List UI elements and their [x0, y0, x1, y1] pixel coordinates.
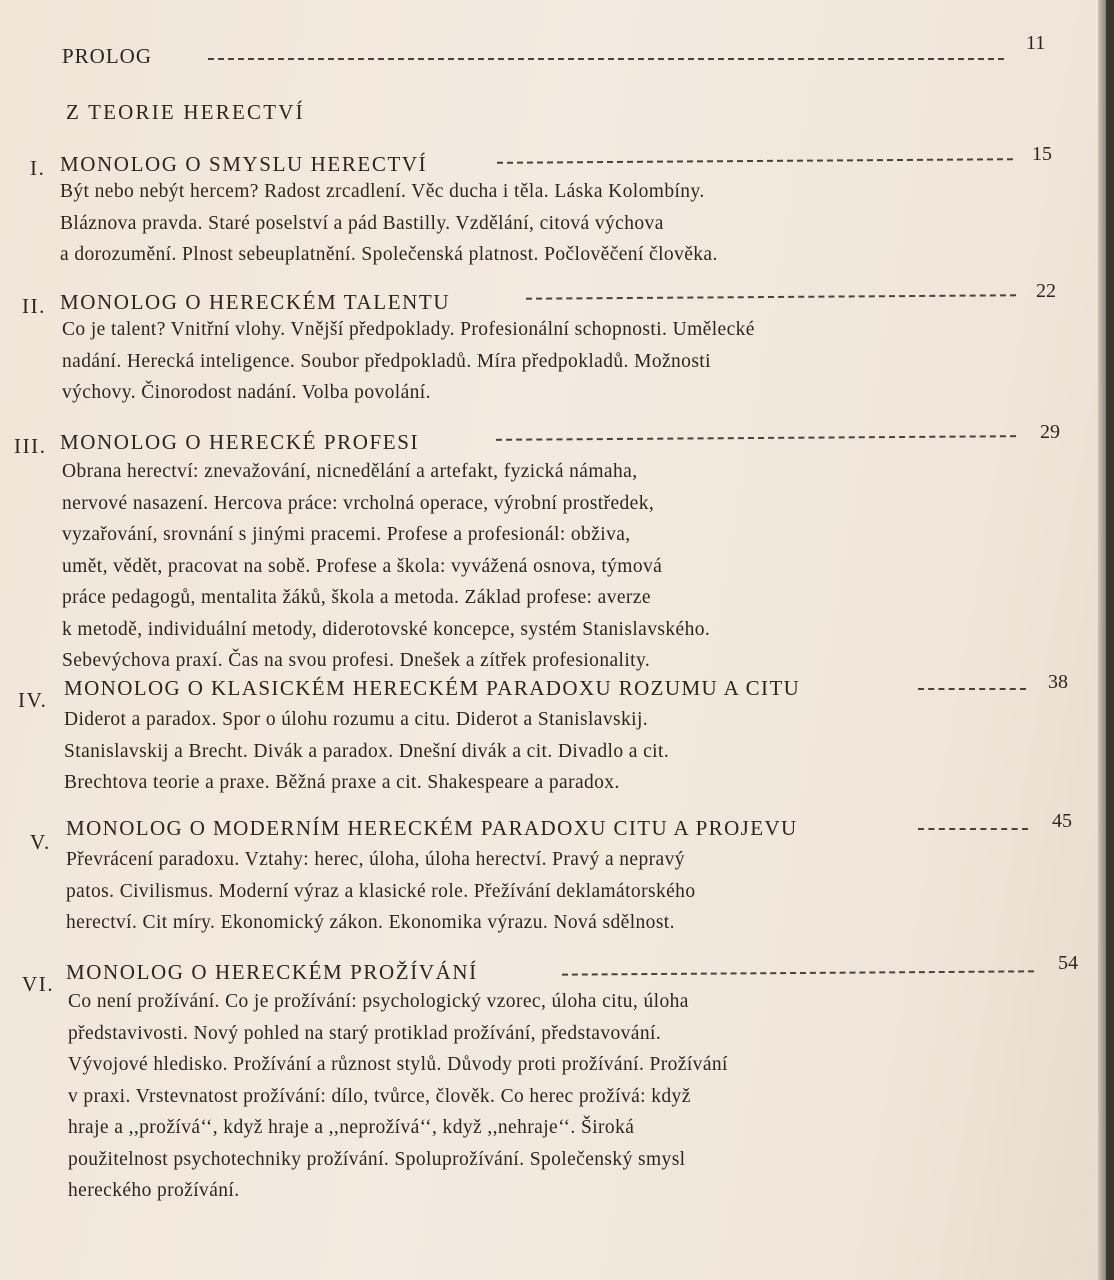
chapter-description: [68, 986, 728, 1207]
leader-dots: [496, 435, 1016, 441]
chapter-numeral: II.: [22, 294, 47, 318]
description-line: Sebevýchova praxí. Čas na svou profesi. Dnešek a zítřek profesionality.: [62, 650, 651, 671]
description-line: hereckého prožívání.: [68, 1180, 240, 1201]
chapter-page: 29: [1040, 421, 1060, 443]
chapter-title: MONOLOG O HERECKÉM PROŽÍVÁNÍ: [66, 960, 478, 984]
chapter-page: 45: [1052, 810, 1072, 832]
chapter-page: 15: [1032, 143, 1052, 165]
description-line: práce pedagogů, mentalita žáků, škola a metoda. Základ profese: averze: [62, 587, 651, 608]
description-line: Co není prožívání. Co je prožívání: psychologický vzorec, úloha citu, úloha: [68, 991, 689, 1012]
chapter-title: MONOLOG O SMYSLU HERECTVÍ: [60, 152, 428, 176]
chapter-numeral: V.: [30, 830, 51, 854]
description-line: Co je talent? Vnitřní vlohy. Vnější předpoklady. Profesionální schopnosti. Umělecké: [62, 319, 755, 340]
chapter-description: [62, 314, 755, 409]
description-line: Brechtova teorie a praxe. Běžná praxe a cit. Shakespeare a paradox.: [64, 772, 620, 793]
chapter-title: MONOLOG O KLASICKÉM HERECKÉM PARADOXU ROZUMU A CITU: [64, 676, 801, 700]
leader-dots: [562, 970, 1034, 975]
description-line: herectví. Cit míry. Ekonomický zákon. Ekonomika výrazu. Nová sdělnost.: [66, 912, 675, 933]
description-line: představivosti. Nový pohled na starý protiklad prožívání, představování.: [68, 1022, 662, 1044]
chapter-page: 38: [1048, 671, 1068, 693]
description-line: nervové nasazení. Hercova práce: vrcholná operace, výrobní prostředek,: [62, 492, 655, 514]
description-line: Vývojové hledisko. Prožívání a různost stylů. Důvody proti prožívání. Prožívání: [68, 1054, 728, 1075]
description-line: nadání. Herecká inteligence. Soubor předpokladů. Míra předpokladů. Možnosti: [62, 350, 711, 372]
chapter-title: MONOLOG O MODERNÍM HERECKÉM PARADOXU CITU A PROJEVU: [66, 816, 798, 840]
description-line: Diderot a paradox. Spor o úlohu rozumu a citu. Diderot a Stanislavskij.: [64, 709, 649, 730]
chapter-numeral: VI.: [22, 972, 55, 996]
description-line: v praxi. Vrstevnatost prožívání: dílo, tvůrce, člověk. Co herec prožívá: když: [68, 1085, 691, 1107]
description-line: Stanislavskij a Brecht. Divák a paradox. Dnešní divák a cit. Divadlo a cit.: [64, 740, 670, 762]
description-line: výchovy. Činorodost nadání. Volba povolání.: [62, 382, 431, 403]
description-line: použitelnost psychotechniky prožívání. Spoluprožívání. Společenský smysl: [68, 1148, 686, 1170]
chapter-description: [64, 704, 669, 799]
chapter-title: MONOLOG O HERECKÉ PROFESI: [60, 430, 420, 454]
leader-dots: [918, 828, 1028, 830]
chapter-numeral: I.: [30, 156, 46, 180]
leader-dots: [497, 158, 1013, 164]
description-line: umět, vědět, pracovat na sobě. Profese a škola: vyvážená osnova, týmová: [62, 555, 663, 577]
chapter-numeral: III.: [14, 434, 47, 458]
chapter-description: [62, 456, 710, 677]
chapter-title: MONOLOG O HERECKÉM TALENTU: [60, 290, 451, 314]
chapter-description: [66, 844, 695, 939]
description-line: a dorozumění. Plnost sebeuplatnění. Společenská platnost. Počlověčení člověka.: [60, 244, 718, 265]
description-line: Bláznova pravda. Staré poselství a pád Bastilly. Vzdělání, citová výchova: [60, 212, 664, 234]
description-line: k metodě, individuální metody, diderotovské koncepce, systém Stanislavského.: [62, 618, 711, 640]
chapter-numeral: IV.: [18, 688, 48, 712]
leader-dots: [526, 294, 1016, 299]
chapter-page: 22: [1036, 280, 1056, 302]
chapter-description: [60, 176, 718, 271]
description-line: patos. Civilismus. Moderní výraz a klasické role. Přežívání deklamátorského: [66, 880, 696, 902]
prolog-page: 11: [1026, 32, 1046, 54]
prolog-title: PROLOG: [62, 44, 153, 68]
chapter-page: 54: [1058, 952, 1078, 974]
description-line: Obrana herectví: znevažování, nicnedělání a artefakt, fyzická námaha,: [62, 461, 638, 482]
leader-dots: [918, 688, 1026, 690]
description-line: hraje a ,,prožívá‘‘, když hraje a ,,neprožívá‘‘, když ,,nehraje‘‘. Široká: [68, 1117, 635, 1138]
description-line: Být nebo nebýt hercem? Radost zrcadlení. Věc ducha i těla. Láska Kolombíny.: [60, 181, 705, 202]
leader-dots: [208, 58, 1004, 60]
section-title: Z TEORIE HERECTVÍ: [66, 100, 305, 124]
page-edge: [1098, 0, 1106, 1280]
description-line: vyzařování, srovnání s jinými pracemi. Profese a profesionál: obživa,: [62, 524, 631, 545]
description-line: Převrácení paradoxu. Vztahy: herec, úloha, úloha herectví. Pravý a nepravý: [66, 849, 685, 870]
